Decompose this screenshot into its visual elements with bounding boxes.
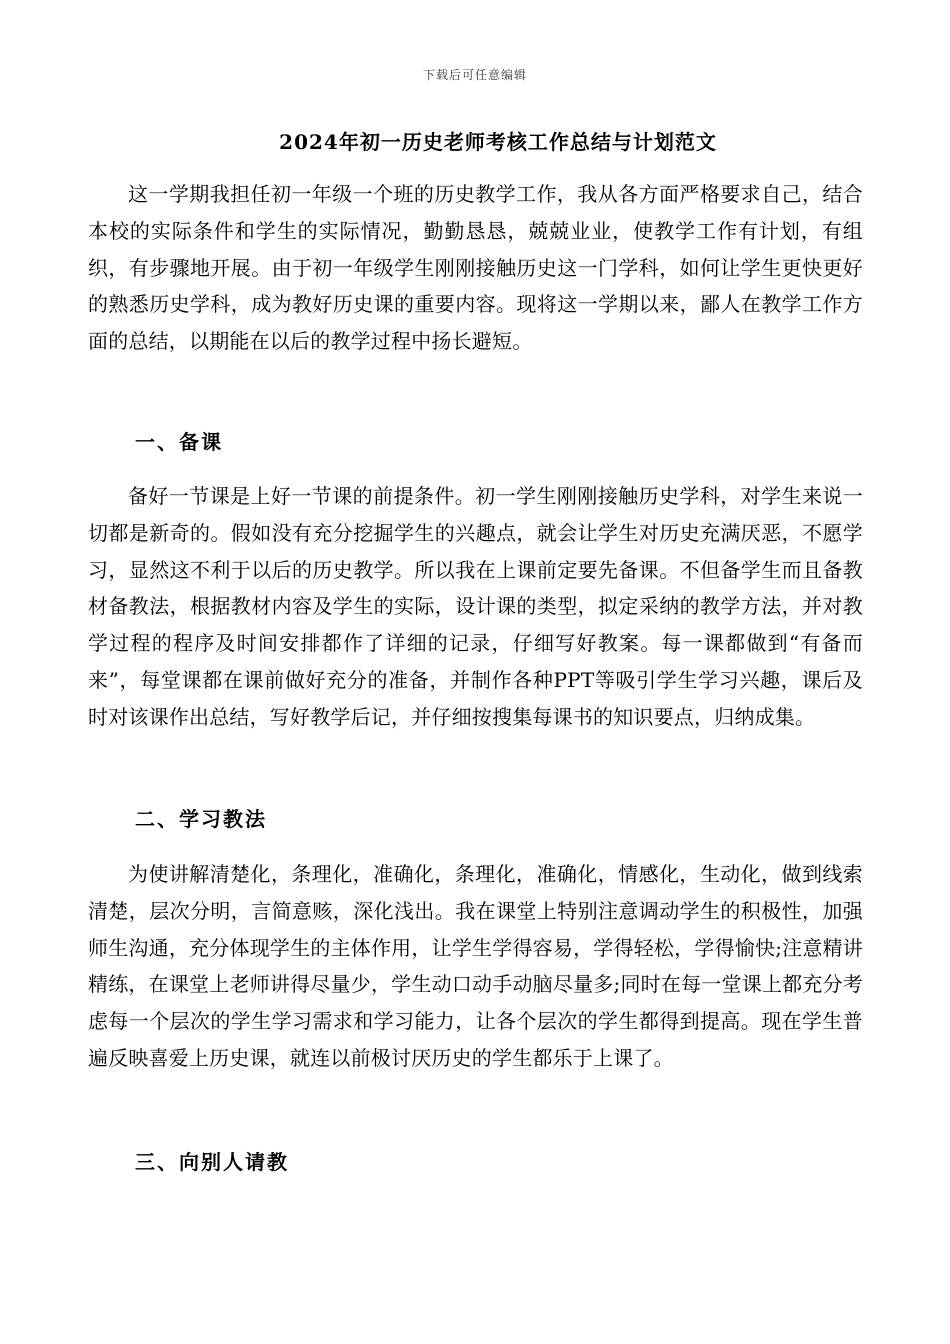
intro-paragraph: 这一学期我担任初一年级一个班的历史教学工作，我从各方面严格要求自己，结合本校的实际条件和学生的实际情况，勤勤恳恳，兢兢业业，使教学工作有计划，有组织，有步骤地开展。由于初一年级学生刚刚接触历史这一门学科，如何让学生更快更好的熟悉历史学科，成为教好历史课的重要内容。现将这一学期以来，鄙人在教学工作方面的总结，以期能在以后的教学过程中扬长避短。 (88, 182, 863, 354)
section-paragraph-preparation: 备好一节课是上好一节课的前提条件。初一学生刚刚接触历史学科，对学生来说一切都是新奇的。假如没有充分挖掘学生的兴趣点，就会让学生对历史充满厌恶，不愿学习，显然这不利于以后的历史教学。所以我在上课前定要先备课。不但备学生而且备教材备教法，根据教材内容及学生的实际，设计课的类型，拟定采纳的教学方法，并对教学过程的程序及时间安排都作了详细的记录，仔细写好教案。每一课都做到“有备而来”，每堂课都在课前做好充分的准备，并制作各种PPT等吸引学生学习兴趣，课后及时对该课作出总结，写好教学后记，并仔细按搜集每课书的知识要点，归纳成集。 (88, 484, 863, 729)
section-heading-ask-others: 三、向别人请教 (135, 1150, 289, 1174)
section-heading-preparation: 一、备课 (135, 430, 223, 454)
section-paragraph-teaching-methods: 为使讲解清楚化，条理化，准确化，条理化，准确化，情感化，生动化，做到线索清楚，层次分明，言简意赅，深化浅出。我在课堂上特别注意调动学生的积极性，加强师生沟通，充分体现学生的主体作用，让学生学得容易，学得轻松，学得愉快;注意精讲精练，在课堂上老师讲得尽量少，学生动口动手动脑尽量多;同时在每一堂课上都充分考虑每一个层次的学生学习需求和学习能力，让各个层次的学生都得到提高。现在学生普遍反映喜爱上历史课，就连以前极讨厌历史的学生都乐于上课了。 (88, 862, 863, 1070)
section-heading-teaching-methods: 二、学习教法 (135, 807, 267, 831)
document-title: 2024年初一历史老师考核工作总结与计划范文 (279, 130, 717, 154)
header-note: 下载后可任意编辑 (422, 68, 527, 82)
